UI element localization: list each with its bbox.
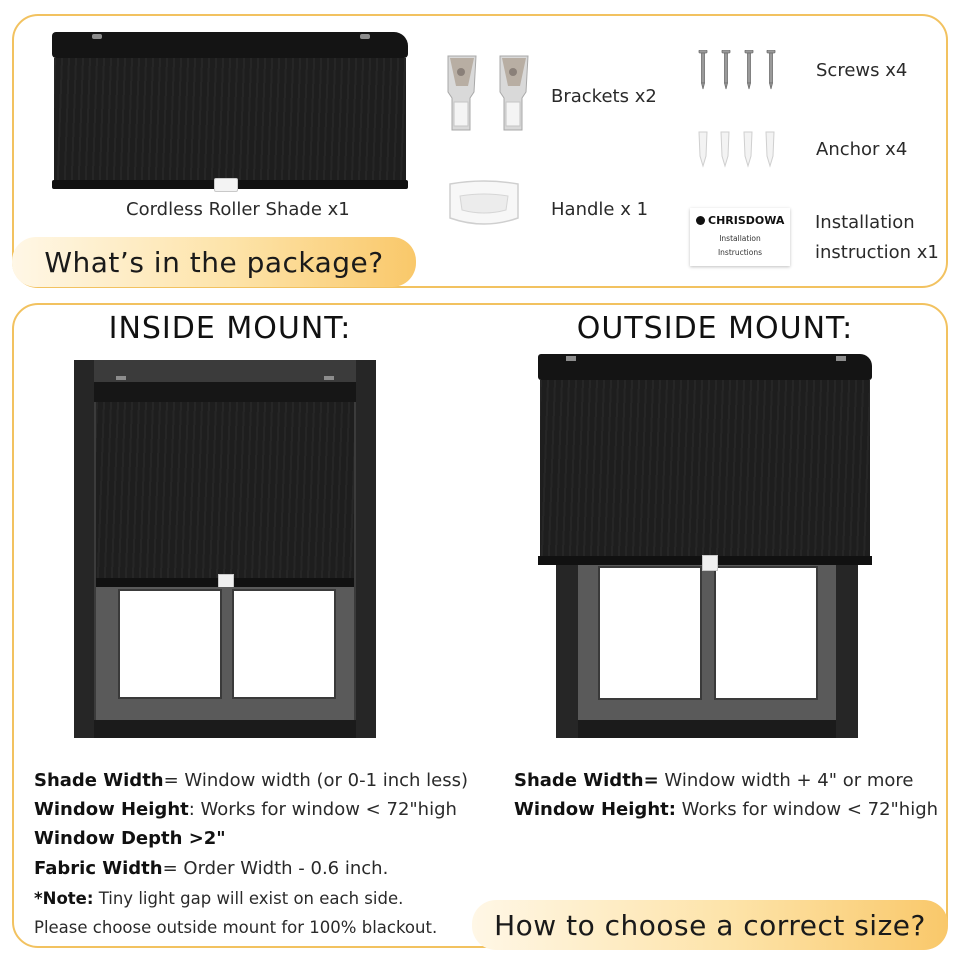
screw-icon [696, 50, 778, 90]
outside-spec-window-height-label: Window Height: [514, 799, 676, 820]
outside-mount-window-illustration [538, 354, 872, 738]
booklet-line2: Instructions [717, 248, 763, 257]
inside-spec-window-depth [34, 828, 226, 849]
screws-label: Screws x4 [816, 60, 908, 81]
handle-icon [444, 178, 524, 232]
inside-spec-note-label: *Note: [34, 889, 94, 908]
inside-spec-shade-width-text: = Window width (or 0-1 inch less) [163, 770, 469, 791]
size-heading: How to choose a correct size? [472, 900, 948, 950]
inside-spec-fabric-width-label: Fabric Width [34, 858, 163, 879]
instruction-booklet-icon [690, 208, 790, 266]
inside-spec-fabric-width [34, 858, 388, 879]
brackets-label: Brackets x2 [551, 86, 657, 107]
inside-spec-shade-width [34, 770, 468, 791]
inside-spec-window-depth-label: Window Depth >2" [34, 828, 226, 849]
booklet-line1: Installation [719, 234, 761, 243]
instruction-label-line2: instruction x1 [815, 242, 939, 263]
outside-spec-window-height-text: Works for window < 72"high [675, 799, 939, 820]
inside-mount-specs [34, 770, 469, 950]
instruction-label [815, 208, 939, 268]
inside-spec-fabric-width-text: = Order Width - 0.6 inch. [162, 858, 389, 879]
anchor-icon [696, 128, 778, 168]
inside-spec-shade-width-label: Shade Width [34, 770, 164, 791]
roller-shade-label: Cordless Roller Shade x1 [126, 199, 350, 220]
outside-spec-shade-width-label: Shade Width= [514, 770, 659, 791]
inside-spec-note-text: Tiny light gap will exist on each side. [93, 889, 404, 908]
inside-mount-window-illustration [74, 360, 376, 738]
inside-spec-window-height-label: Window Height [34, 799, 189, 820]
outside-mount-title: OUTSIDE MOUNT: [576, 311, 854, 346]
inside-spec-window-height-text: : Works for window < 72"high [188, 799, 457, 820]
instruction-label-line1: Installation [815, 212, 915, 233]
outside-spec-shade-width [514, 770, 913, 791]
inside-spec-note [34, 889, 403, 908]
handle-label: Handle x 1 [551, 199, 649, 220]
package-heading: What’s in the package? [12, 237, 416, 287]
inside-spec-note-line2: Please choose outside mount for 100% blackout. [34, 918, 438, 937]
brand-logo-icon [696, 216, 705, 225]
roller-shade-image [52, 32, 408, 192]
booklet-brand: CHRISDOWA [708, 214, 785, 227]
inside-mount-title: INSIDE MOUNT: [108, 311, 352, 346]
outside-mount-specs [514, 770, 944, 840]
outside-spec-window-height [514, 799, 938, 820]
anchor-label: Anchor x4 [816, 139, 908, 160]
bracket-icon [440, 52, 536, 134]
outside-spec-shade-width-text: Window width + 4" or more [658, 770, 914, 791]
inside-spec-window-height [34, 799, 457, 820]
